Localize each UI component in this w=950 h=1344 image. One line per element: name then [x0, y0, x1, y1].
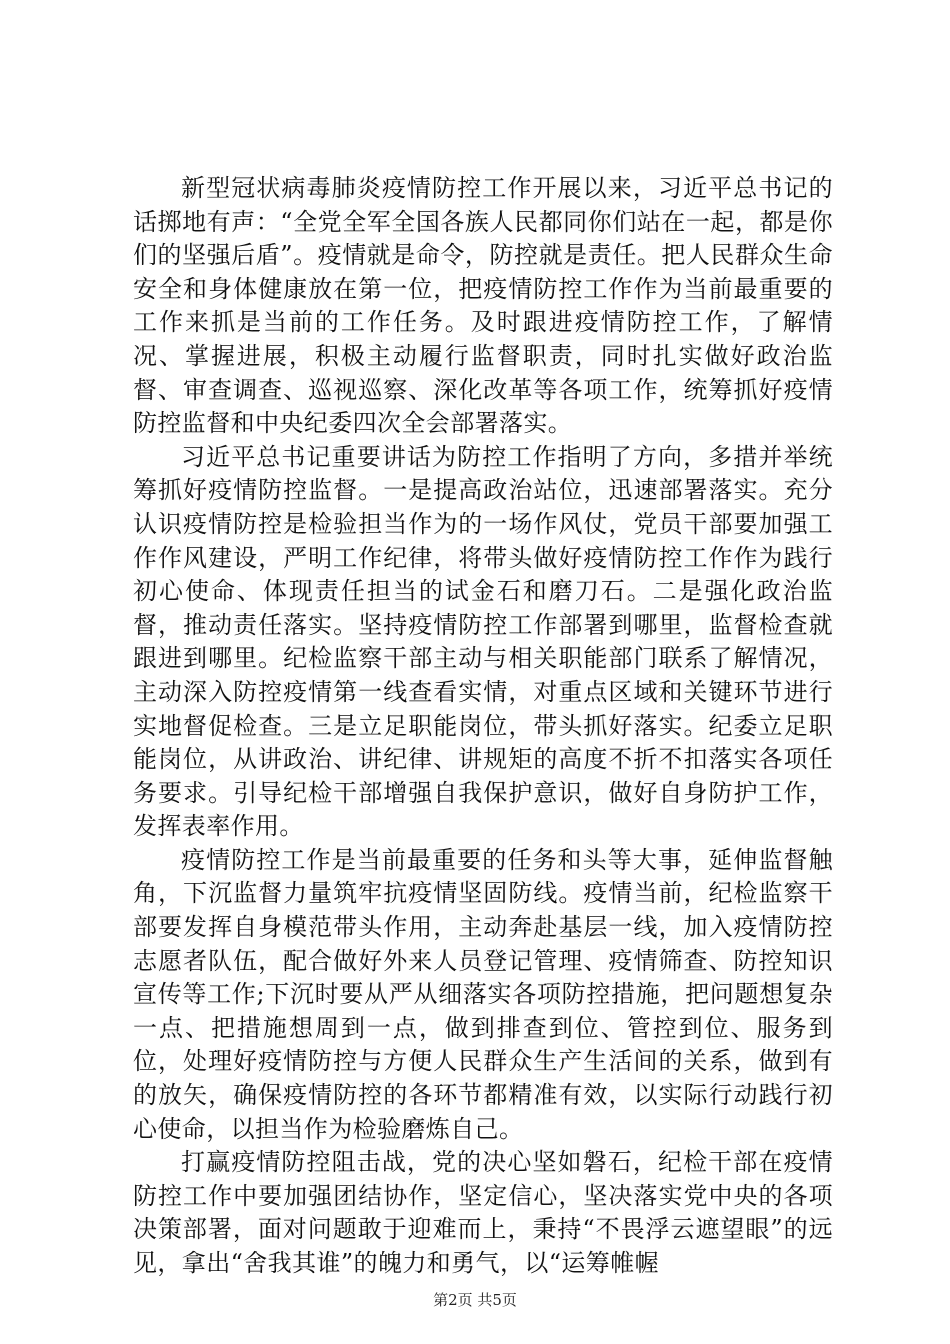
paragraph-4: 打赢疫情防控阻击战，党的决心坚如磐石，纪检干部在疫情防控工作中要加强团结协作，坚定信心，坚决落实党中央的各项决策部署，面对问题敢于迎难而上，秉持“不畏浮云遮望眼”的远见，拿出“舍我其谁”的魄力和勇气，以“运筹帷幄 — [133, 1148, 833, 1277]
page-footer: 第2页 共5页 — [433, 1291, 517, 1309]
document-body — [133, 172, 833, 1281]
paragraph-1: 新型冠状病毒肺炎疫情防控工作开展以来，习近平总书记的话掷地有声：“全党全军全国各族人民都同你们站在一起，都是你们的坚强后盾”。疫情就是命令，防控就是责任。把人民群众生命安全和身体健康放在第一位，把疫情防控工作作为当前最重要的工作来抓是当前的工作任务。及时跟进疫情防控工作，了解情况、掌握进展，积极主动履行监督职责，同时扎实做好政治监督、审查调查、巡视巡察、深化改革等各项工作，统筹抓好疫情防控监督和中央纪委四次全会部署落实。 — [133, 174, 833, 438]
paragraph-3: 疫情防控工作是当前最重要的任务和头等大事，延伸监督触角，下沉监督力量筑牢抗疫情坚固防线。疫情当前，纪检监察干部要发挥自身模范带头作用，主动奔赴基层一线，加入疫情防控志愿者队伍，配合做好外来人员登记管理、疫情筛查、防控知识宣传等工作;下沉时要从严从细落实各项防控措施，把问题想复杂一点、把措施想周到一点，做到排查到位、管控到位、服务到位，处理好疫情防控与方便人民群众生产生活间的关系，做到有的放矢，确保疫情防控的各环节都精准有效，以实际行动践行初心使命，以担当作为检验磨炼自己。 — [133, 845, 833, 1143]
paragraph-2: 习近平总书记重要讲话为防控工作指明了方向，多措并举统筹抓好疫情防控监督。一是提高政治站位，迅速部署落实。充分认识疫情防控是检验担当作为的一场作风仗，党员干部要加强工作作风建设，严明工作纪律，将带头做好疫情防控工作作为践行初心使命、体现责任担当的试金石和磨刀石。二是强化政治监督，推动责任落实。坚持疫情防控工作部署到哪里，监督检查就跟进到哪里。纪检监察干部主动与相关职能部门联系了解情况，主动深入防控疫情第一线查看实情，对重点区域和关键环节进行实地督促检查。三是立足职能岗位，带头抓好落实。纪委立足职能岗位，从讲政治、讲纪律、讲规矩的高度不折不扣落实各项任务要求。引导纪检干部增强自我保护意识，做好自身防护工作，发挥表率作用。 — [133, 442, 833, 841]
